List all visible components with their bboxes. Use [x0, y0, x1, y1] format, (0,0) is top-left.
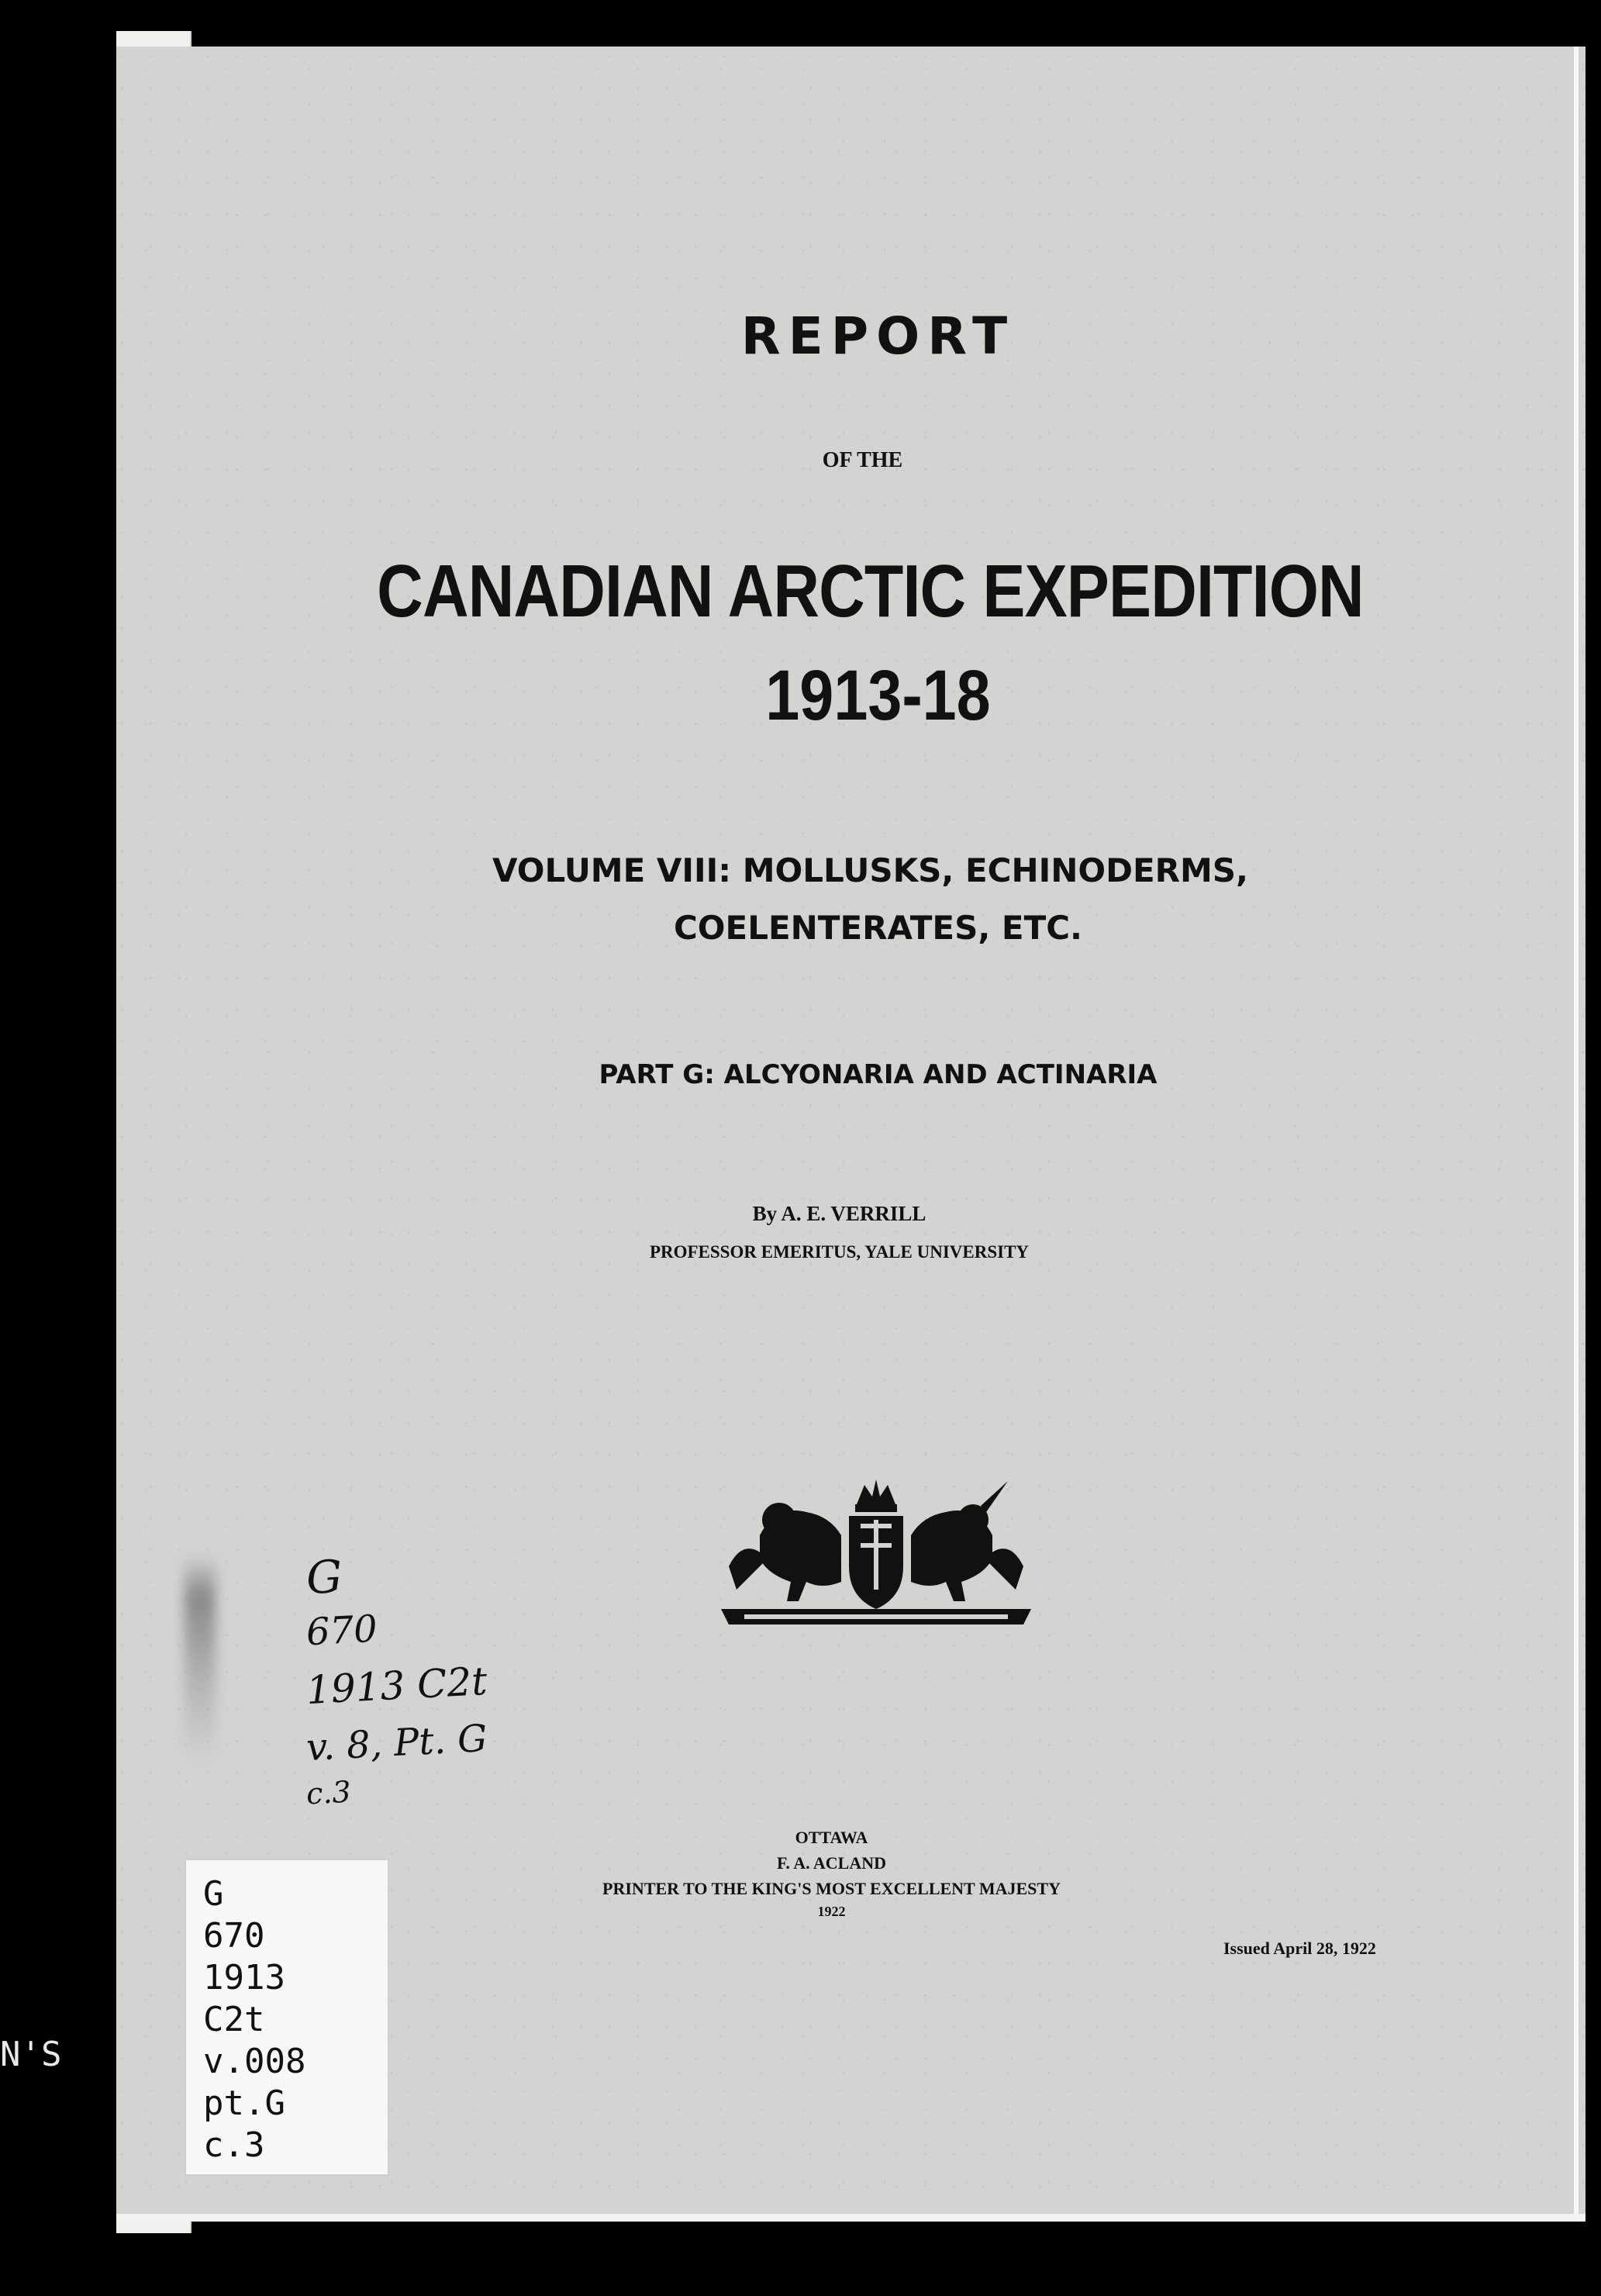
call-number-label: [185, 1859, 389, 2176]
imprint-printer-name: F. A. ACLAND: [777, 1853, 886, 1873]
label-line: pt.G: [203, 2084, 285, 2123]
label-line: 1913: [203, 1958, 285, 1997]
imprint-printer-title: PRINTER TO THE KING'S MOST EXCELLENT MAJESTY: [602, 1879, 1061, 1898]
handwritten-line: v. 8, Pt. G: [305, 1716, 488, 1770]
handwritten-line: G: [305, 1549, 344, 1605]
author-byline: By A. E. VERRILL: [752, 1202, 926, 1225]
imprint-year: 1922: [817, 1904, 846, 1919]
part-title: PART G: ALCYONARIA AND ACTINARIA: [599, 1059, 1158, 1090]
handwritten-line: 670: [305, 1607, 379, 1655]
edge-text-fragment: N'S: [0, 2035, 62, 2074]
expedition-years: 1913-18: [765, 656, 991, 735]
handwritten-call-number: [306, 1551, 585, 1830]
of-the-text: OF THE: [822, 448, 903, 472]
report-heading: REPORT: [740, 306, 1016, 366]
expedition-title: CANADIAN ARCTIC EXPEDITION: [377, 550, 1364, 633]
imprint-city: OTTAWA: [795, 1828, 868, 1847]
label-line: C2t: [203, 2000, 265, 2039]
scan-smudge: [185, 1555, 216, 1764]
label-line: G: [203, 1874, 224, 1914]
author-affiliation: PROFESSOR EMERITUS, YALE UNIVERSITY: [649, 1242, 1030, 1262]
royal-coat-of-arms-icon: [713, 1473, 1039, 1628]
handwritten-line: 1913 C2t: [305, 1658, 488, 1714]
issued-date: Issued April 28, 1922: [1223, 1939, 1376, 1958]
handwritten-line: c.3: [305, 1774, 352, 1811]
volume-title-line2: COELENTERATES, ETC.: [673, 909, 1083, 947]
volume-title-line1: VOLUME VIII: MOLLUSKS, ECHINODERMS,: [492, 851, 1249, 889]
label-line: c.3: [203, 2125, 265, 2165]
label-line: v.008: [203, 2042, 306, 2081]
page-edge-bottom: [116, 2214, 1585, 2222]
label-line: 670: [203, 1916, 265, 1956]
